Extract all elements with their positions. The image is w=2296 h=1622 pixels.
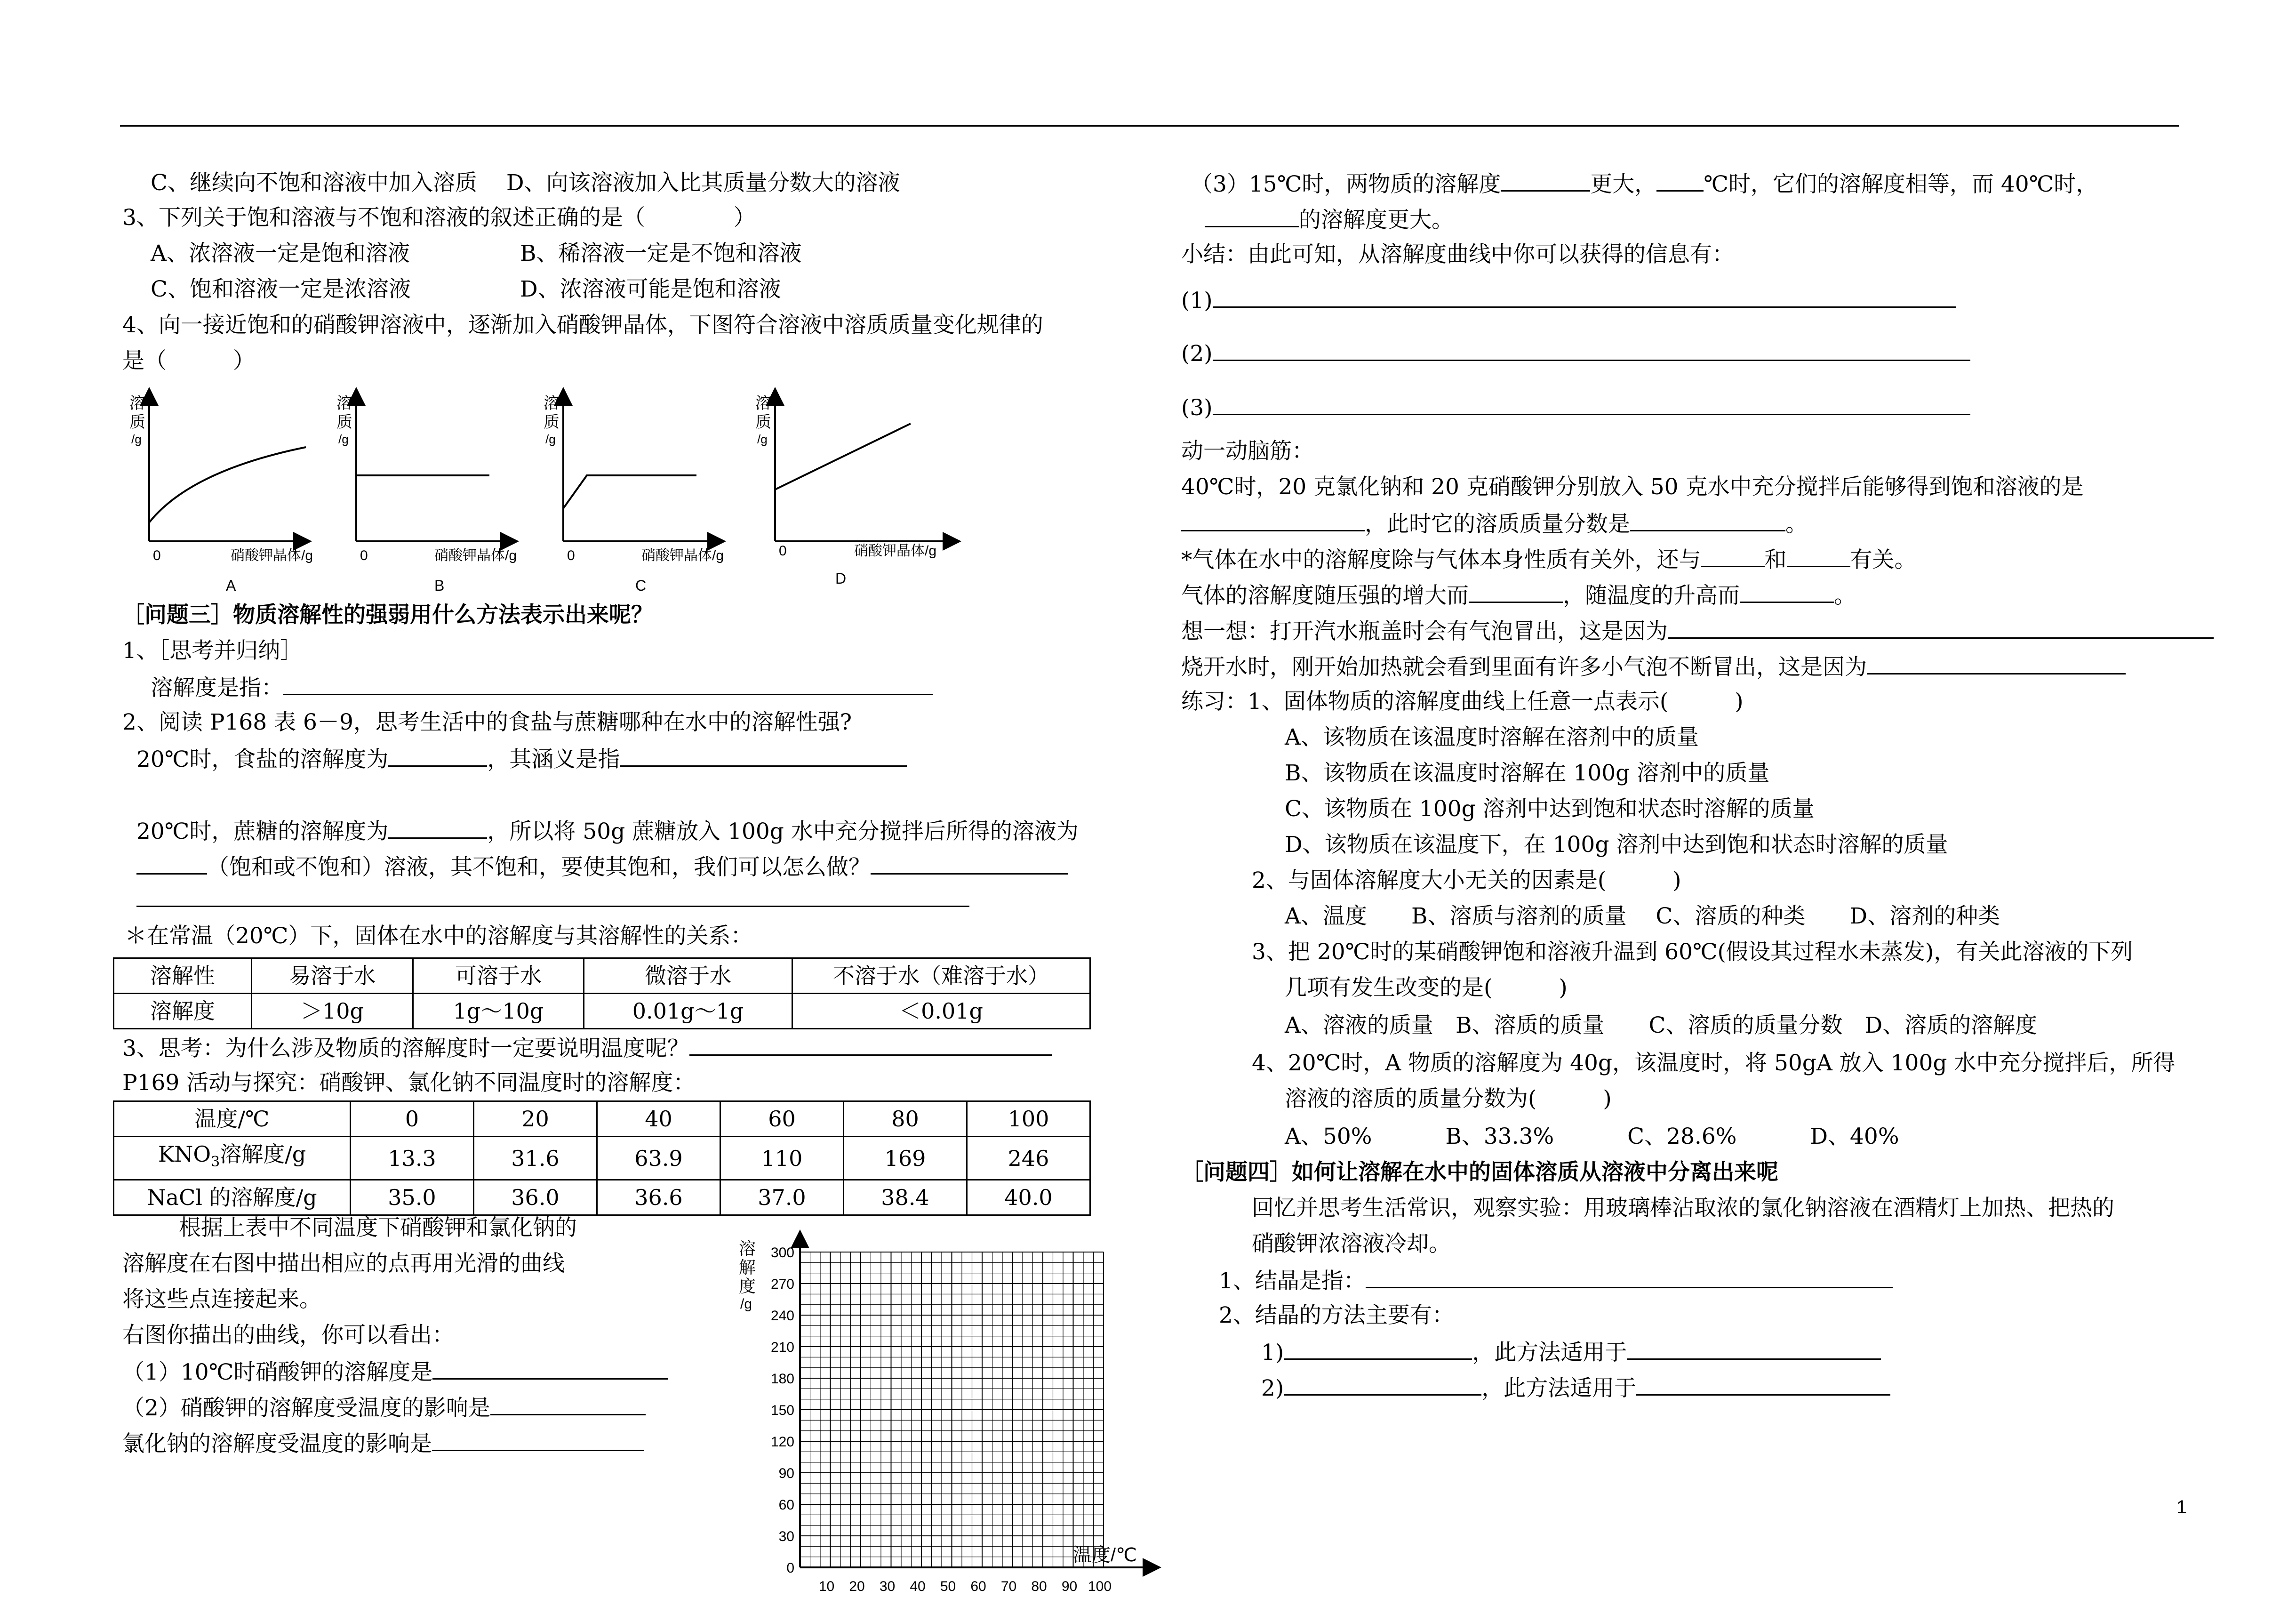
table-row (114, 994, 1090, 1029)
exercise-3-cont: 几项有发生改变的是( ) (1285, 975, 1568, 1001)
blank-boil[interactable] (1867, 652, 2126, 674)
desc-line-5: （1）10℃时硝酸钾的溶解度是 (122, 1357, 668, 1386)
grid-x-tick-label: 90 (1061, 1579, 1078, 1594)
graph-b-ylabel-2: 质 (336, 413, 352, 431)
blank-salt-solubility[interactable] (388, 745, 487, 767)
exercise-1-d: D、该物质在该温度下，在 100g 溶剂中达到饱和状态时溶解的质量 (1285, 832, 1948, 858)
table-cell: 易溶于水 (252, 958, 413, 994)
page-number: 1 (2176, 1497, 2187, 1518)
table-row (114, 958, 1090, 994)
table-cell: 36.6 (597, 1180, 720, 1215)
r-q3-line: （3）15℃时，两物质的溶解度 更大， ℃时，它们的溶解度相等，而 40℃时， (1191, 169, 2098, 198)
blank-40c[interactable] (1205, 205, 1299, 227)
p4-line-1: 回忆并思考生活常识，观察实验：用玻璃棒沾取浓的氯化钠溶液在酒精灯上加热、把热的 (1252, 1195, 2114, 1221)
grid-xlabel: 温度/℃ (1073, 1545, 1137, 1566)
grid-x-tick-label: 20 (849, 1579, 865, 1594)
blank-saturated-which[interactable] (1181, 509, 1365, 531)
problem-4-title: ［问题四］如何让溶解在水中的固体溶质从溶液中分离出来呢 (1181, 1159, 1778, 1185)
table-cell: 246 (967, 1137, 1090, 1180)
table-cell: 0 (351, 1101, 474, 1137)
blank-method-1-use[interactable] (1627, 1338, 1881, 1360)
table-cell: 溶解性 (114, 958, 252, 994)
table-cell: ＞10g (252, 994, 413, 1029)
table-row (114, 1137, 1090, 1180)
grid-y-tick-label: 60 (778, 1497, 794, 1513)
table-cell: 40 (597, 1101, 720, 1137)
grid-ylabel-4: /g (740, 1296, 752, 1312)
exercise-4-options: A、50% B、33.3% C、28.6% D、40% (1285, 1124, 1899, 1149)
blank-fraction[interactable] (1630, 509, 1785, 531)
desc-line-1: 根据上表中不同温度下硝酸钾和氯化钠的 (179, 1215, 577, 1241)
desc-line-4: 右图你描出的曲线，你可以看出： (122, 1322, 454, 1348)
blank-method-2[interactable] (1284, 1373, 1481, 1396)
blank-solubility-def[interactable] (283, 673, 933, 695)
table-cell: ＜0.01g (792, 994, 1090, 1029)
grid-ylabel-2: 解 (739, 1258, 756, 1277)
grid-x-tick-label: 40 (910, 1579, 926, 1594)
q3-stem: 3、下列关于饱和溶液与不饱和溶液的叙述正确的是（ ） (122, 205, 756, 231)
table-cell: 38.4 (844, 1180, 967, 1215)
r-q3-line-2: 的溶解度更大。 (1205, 205, 1454, 234)
graph-b-xlabel: 硝酸钾晶体/g (434, 548, 517, 563)
blank-sugar-solubility[interactable] (388, 817, 487, 839)
graph-b-ylabel-3: /g (338, 432, 349, 446)
exercise-3: 3、把 20℃时的某硝酸钾饱和溶液升温到 60℃(假设其过程水未蒸发)，有关此溶液的下列 (1252, 939, 2133, 965)
summary-3: (3) (1181, 393, 1970, 422)
table-cell: 13.3 (351, 1137, 474, 1180)
grid-y-tick-label: 30 (778, 1529, 794, 1544)
p3-item-3: 3、思考：为什么涉及物质的溶解度时一定要说明温度呢？ (122, 1034, 1052, 1062)
table-cell: 1g～10g (413, 994, 584, 1029)
blank-kno3-temp[interactable] (490, 1393, 646, 1415)
exercise-1: 练习：1、固体物质的溶解度曲线上任意一点表示( ) (1181, 689, 1744, 715)
blank-gas-2[interactable] (1787, 545, 1850, 567)
p3-item-1a: 溶解度是指： (151, 673, 933, 702)
grid-y-tick-label: 0 (786, 1560, 794, 1576)
table-cell: 40.0 (967, 1180, 1090, 1215)
q4-stem: 4、向一接近饱和的硝酸钾溶液中，逐渐加入硝酸钾晶体，下图符合溶液中溶质质量变化规律的 (122, 312, 1043, 338)
blank-temperature[interactable] (1740, 581, 1834, 603)
table-cell: 63.9 (597, 1137, 720, 1180)
grid-y-tick-label: 90 (778, 1466, 794, 1481)
graph-c-ylabel-1: 溶 (544, 394, 560, 412)
p4-item-2a: 1) ，此方法适用于 (1261, 1338, 1881, 1366)
graph-c-ylabel-3: /g (545, 432, 556, 446)
graph-b-ylabel-1: 溶 (336, 394, 352, 412)
p4-line-2: 硝酸钾浓溶液冷却。 (1252, 1231, 1451, 1257)
desc-line-6: （2）硝酸钾的溶解度受温度的影响是 (122, 1393, 646, 1422)
table-cell: 36.0 (474, 1180, 597, 1215)
exercise-1-b: B、该物质在该温度时溶解在 100g 溶剂中的质量 (1285, 760, 1770, 786)
table-cell: 20 (474, 1101, 597, 1137)
table-cell: 35.0 (351, 1180, 474, 1215)
blank-method-1[interactable] (1284, 1338, 1472, 1360)
graph-d-ylabel-2: 质 (755, 413, 771, 431)
grid-y-tick-label: 240 (770, 1308, 794, 1324)
graph-a-letter: A (226, 577, 236, 594)
table-row (114, 1180, 1090, 1215)
solubility-grid[interactable] (725, 1219, 1162, 1605)
graph-a-origin: 0 (153, 548, 161, 563)
table-cell: 80 (844, 1101, 967, 1137)
graph-a (129, 391, 313, 594)
p3-item-2: 2、阅读 P168 表 6－9，思考生活中的食盐与蔗糖哪种在水中的溶解性强? (122, 709, 852, 735)
grid-x-tick-label: 100 (1088, 1579, 1112, 1594)
p4-item-1: 1、结晶是指： (1219, 1266, 1893, 1295)
exercise-4-cont: 溶液的溶质的质量分数为( ) (1285, 1086, 1612, 1112)
table-cell: 31.6 (474, 1137, 597, 1180)
table-cell: 温度/℃ (114, 1101, 351, 1137)
graph-d-letter: D (835, 570, 847, 587)
q4-graphs (120, 377, 967, 598)
gas-line-2: 气体的溶解度随压强的增大而 ，随温度的升高而 。 (1181, 581, 1856, 610)
graph-a-ylabel-2: 质 (129, 413, 145, 431)
grid-y-ticks (771, 1245, 794, 1576)
blank-kno3-10c[interactable] (432, 1357, 668, 1380)
blank-saturated[interactable] (136, 852, 207, 875)
q2-options-cd: C、继续向不饱和溶液中加入溶质 D、向该溶液加入比其质量分数大的溶液 (151, 170, 900, 196)
graph-d (755, 391, 958, 587)
desc-line-7: 氯化钠的溶解度受温度的影响是 (122, 1429, 644, 1458)
grid-x-tick-label: 70 (1000, 1579, 1017, 1594)
exercise-4: 4、20℃时，A 物质的溶解度为 40g，该温度时，将 50gA 放入 100g 水中充分搅拌后，所得 (1252, 1050, 2176, 1076)
p3-item-2c: （饱和或不饱和）溶液，其不饱和，要使其饱和，我们可以怎么做？ (136, 852, 1068, 881)
p3-item-2b: 20℃时，蔗糖的溶解度为 ，所以将 50g 蔗糖放入 100g 水中充分搅拌后所得的溶液为 (136, 817, 1079, 845)
table-cell: 110 (720, 1137, 844, 1180)
blank-salt-meaning[interactable] (620, 745, 907, 767)
graph-a-ylabel-3: /g (131, 432, 142, 446)
exercise-3-options: A、溶液的质量 B、溶质的质量 C、溶质的质量分数 D、溶质的溶解度 (1285, 1012, 2038, 1038)
graph-a-ylabel-1: 溶 (129, 394, 145, 412)
grid-x-tick-label: 60 (970, 1579, 986, 1594)
graph-d-ylabel-1: 溶 (755, 394, 771, 412)
q3-option-c: C、饱和溶液一定是浓溶液 (151, 276, 411, 302)
p4-item-2: 2、结晶的方法主要有： (1219, 1302, 1454, 1328)
blank-crystallization[interactable] (1366, 1266, 1893, 1288)
solubility-data-table (113, 1100, 1091, 1216)
blank-summary-2[interactable] (1213, 339, 1970, 361)
blank-gas-1[interactable] (1701, 545, 1765, 567)
q4-stem-cont: 是（ ） (122, 348, 255, 374)
q3-option-a: A、浓溶液一定是饱和溶液 (151, 241, 410, 266)
grid-y-tick-label: 210 (770, 1340, 794, 1355)
exercise-2-options: A、温度 B、溶质与溶剂的质量 C、溶质的种类 D、溶剂的种类 (1285, 903, 2000, 929)
blank-15c[interactable] (1501, 169, 1590, 192)
graph-c-ylabel-2: 质 (544, 413, 560, 431)
table-cell: 不溶于水（难溶于水） (792, 958, 1090, 994)
solubility-relation-table (113, 957, 1091, 1029)
grid-ylabel-1: 溶 (739, 1239, 756, 1258)
p169-heading: P169 活动与探究：硝酸钾、氯化钠不同温度时的溶解度： (122, 1070, 696, 1096)
table-cell: $KNO_3$溶解度/g (114, 1137, 351, 1180)
graph-d-ylabel-3: /g (757, 432, 768, 446)
graph-c-letter: C (635, 577, 647, 594)
summary: 小结：由此可知，从溶解度曲线中你可以获得的信息有： (1181, 241, 1734, 267)
table-cell: 60 (720, 1101, 844, 1137)
blank-why-temp[interactable] (689, 1034, 1052, 1056)
grid-x-tick-label: 50 (940, 1579, 956, 1594)
blank-soda[interactable] (1668, 617, 2214, 639)
table-cell: 100 (967, 1101, 1090, 1137)
grid-x-tick-label: 30 (879, 1579, 896, 1594)
p4-item-2b: 2) ，此方法适用于 (1261, 1373, 1890, 1402)
p3-item-1: 1、［思考并归纳］ (122, 638, 303, 664)
grid-y-tick-label: 270 (770, 1277, 794, 1292)
grid-y-tick-label: 120 (770, 1434, 794, 1450)
graph-b-origin: 0 (360, 548, 368, 563)
think-1: 想一想：打开汽水瓶盖时会有气泡冒出，这是因为 (1181, 617, 2214, 645)
exercise-1-a: A、该物质在该温度时溶解在溶剂中的质量 (1285, 724, 1699, 750)
table-cell: NaCl 的溶解度/g (114, 1180, 351, 1215)
blank-method[interactable] (871, 852, 1068, 875)
graph-b-letter: B (434, 577, 445, 594)
exercise-1-c: C、该物质在 100g 溶剂中达到饱和状态时溶解的质量 (1285, 796, 1815, 822)
blank-method-cont[interactable] (136, 885, 969, 907)
grid-x-tick-label: 10 (818, 1579, 835, 1594)
blank-summary-1[interactable] (1213, 286, 1956, 308)
header-rule (120, 125, 2179, 127)
table-cell: 169 (844, 1137, 967, 1180)
graph-a-xlabel: 硝酸钾晶体/g (231, 548, 313, 563)
graph-d-origin: 0 (779, 543, 787, 559)
table-cell: 溶解度 (114, 994, 252, 1029)
graph-d-xlabel: 硝酸钾晶体/g (854, 543, 937, 559)
table-cell: 微溶于水 (584, 958, 792, 994)
blank-pressure[interactable] (1469, 581, 1563, 603)
brain-line-2: ，此时它的溶质质量分数是 。 (1181, 509, 1808, 538)
grid-x-tick-label: 80 (1031, 1579, 1047, 1594)
star-note: ＊在常温（20℃）下，固体在水中的溶解度与其溶解性的关系： (125, 923, 753, 949)
blank-equal-temp[interactable] (1656, 169, 1704, 192)
problem-3-title: ［问题三］物质溶解性的强弱用什么方法表示出来呢？ (122, 602, 653, 628)
brain-line-1: 40℃时，20 克氯化钠和 20 克硝酸钾分别放入 50 克水中充分搅拌后能够得到饱和溶液的是 (1181, 474, 2084, 500)
blank-method-2-use[interactable] (1636, 1373, 1890, 1396)
table-cell: 37.0 (720, 1180, 844, 1215)
table-cell: 可溶于水 (413, 958, 584, 994)
blank-summary-3[interactable] (1213, 393, 1970, 415)
grid-lines (800, 1252, 1104, 1567)
grid-x-ticks (819, 1579, 1112, 1594)
graph-b (336, 391, 517, 594)
exercise-2: 2、与固体溶解度大小无关的因素是( ) (1252, 867, 1681, 893)
desc-line-3: 将这些点连接起来。 (122, 1286, 321, 1312)
desc-line-2: 溶解度在右图中描出相应的点再用光滑的曲线 (122, 1251, 565, 1277)
summary-1: (1) (1181, 286, 1956, 314)
grid-y-tick-label: 300 (770, 1245, 794, 1261)
gas-line-1: *气体在水中的溶解度除与气体本身性质有关外，还与 和 有关。 (1181, 545, 1917, 574)
grid-y-tick-label: 150 (770, 1403, 794, 1418)
graph-c (544, 391, 724, 594)
grid-y-tick-label: 180 (770, 1371, 794, 1387)
q3-option-b: B、稀溶液一定是不饱和溶液 (520, 241, 802, 266)
graph-c-origin: 0 (567, 548, 575, 563)
table-row (114, 1101, 1090, 1137)
think-2: 烧开水时，刚开始加热就会看到里面有许多小气泡不断冒出，这是因为 (1181, 652, 2126, 681)
q3-option-d: D、浓溶液可能是饱和溶液 (520, 276, 781, 302)
grid-ylabel-3: 度 (739, 1277, 756, 1296)
p3-item-2a: 20℃时，食盐的溶解度为 ，其涵义是指 (136, 745, 907, 773)
blank-nacl-temp[interactable] (432, 1429, 644, 1451)
table-cell: 0.01g～1g (584, 994, 792, 1029)
brain-title: 动一动脑筋： (1181, 438, 1314, 464)
graph-c-xlabel: 硝酸钾晶体/g (641, 548, 724, 563)
summary-2: (2) (1181, 339, 1970, 368)
